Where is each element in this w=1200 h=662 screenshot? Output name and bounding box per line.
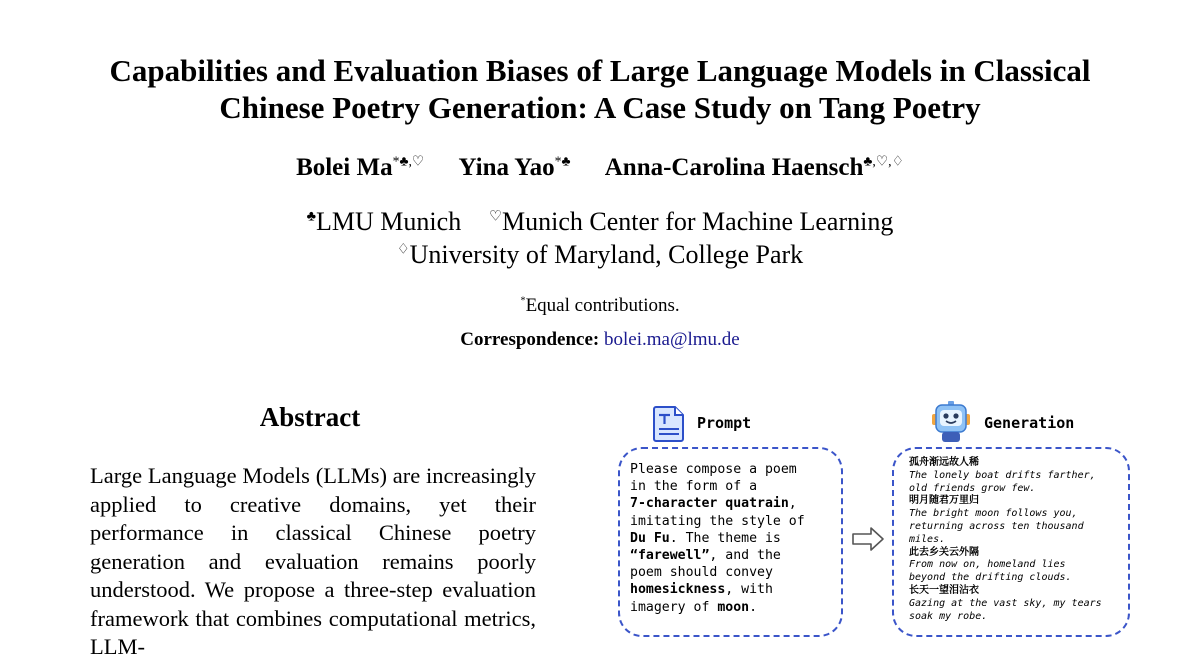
prompt-keyword: moon <box>717 599 750 615</box>
prompt-segment: Please compose a poem <box>630 462 797 477</box>
generation-label: Generation <box>984 414 1075 432</box>
author-name: Anna-Carolina Haensch <box>604 154 864 181</box>
prompt-line <box>630 564 805 581</box>
figure-prompt-generation <box>600 395 1160 630</box>
prompt-segment: imagery of <box>630 599 718 615</box>
affiliation-name: Munich Center for Machine Learning <box>502 207 894 236</box>
poem-line-chinese: 孤舟渐远故人稀 <box>909 457 979 468</box>
prompt-segment: , <box>788 496 797 512</box>
abstract-heading: Abstract <box>259 402 361 432</box>
robot-icon <box>931 401 971 443</box>
author-marks: *♣,♡ <box>392 153 425 169</box>
prompt-line <box>630 461 805 478</box>
abstract-text: Large Language Models (LLMs) are increasingly applied to creative domains, yet their performance in classical Chinese poetry generation and evaluation remains poorly understood. We propose a three-step evaluation framework that combines computational metrics, LLM- <box>90 463 536 659</box>
prompt-line <box>630 530 805 547</box>
prompt-segment: . <box>749 599 758 615</box>
correspondence-label: Correspondence: <box>460 329 600 350</box>
document-icon <box>652 404 686 442</box>
poem-line-translation: The bright moon follows you, <box>909 508 1078 520</box>
prompt-keyword: 7-character quatrain <box>630 496 789 512</box>
poem-line-translation: miles. <box>909 533 946 545</box>
prompt-line <box>630 478 805 495</box>
equal-mark: * <box>520 295 526 307</box>
prompt-segment: . The theme is <box>669 530 781 546</box>
poem-line-translation: The lonely boat drifts farther, <box>909 469 1096 481</box>
prompt-text <box>630 461 805 616</box>
paper-title <box>0 52 1200 126</box>
affiliation-name: University of Maryland, College Park <box>409 240 804 269</box>
author-list <box>0 154 1200 182</box>
affiliations <box>0 205 1200 271</box>
prompt-box <box>618 447 843 637</box>
title-line-2: Chinese Poetry Generation: A Case Study on Tang Poetry <box>219 90 981 125</box>
poem-line-translation: Gazing at the vast sky, my tears <box>909 597 1102 609</box>
poem-line-translation: soak my robe. <box>909 610 988 622</box>
generation-box <box>892 447 1130 637</box>
correspondence <box>0 329 1200 351</box>
equal-contribution-note <box>0 295 1200 317</box>
prompt-segment: , with <box>725 582 773 598</box>
prompt-line <box>630 599 805 616</box>
affiliation-mark: ♣ <box>306 208 317 225</box>
prompt-line <box>630 513 805 530</box>
prompt-keyword: “farewell” <box>630 548 710 564</box>
prompt-line <box>630 547 805 564</box>
author-name: Bolei Ma <box>296 154 393 181</box>
author-marks: *♣ <box>554 153 571 169</box>
author-marks: ♣,♡,♢ <box>863 153 904 169</box>
prompt-segment: in the form of a <box>630 479 758 495</box>
prompt-segment: poem should convey <box>630 565 773 581</box>
affiliation-mark: ♡ <box>489 208 503 225</box>
affiliation-line-1 <box>0 205 1200 238</box>
affiliation-name: LMU Munich <box>316 207 462 236</box>
affiliation-line-2 <box>0 238 1200 271</box>
poem-line-chinese: 明月随君万里归 <box>909 495 979 507</box>
poem-line-translation: returning across ten thousand <box>909 520 1084 532</box>
prompt-keyword: homesickness <box>630 582 726 598</box>
prompt-line <box>630 581 805 598</box>
poem-line-translation: From now on, homeland lies <box>909 559 1066 571</box>
poem-line-translation: beyond the drifting clouds. <box>909 572 1072 584</box>
author <box>296 154 424 181</box>
poem-line-translation: old friends grow few. <box>909 482 1036 494</box>
prompt-line <box>630 495 805 512</box>
prompt-segment: imitating the style of <box>630 513 805 529</box>
poem-line-chinese: 长天一望泪沾衣 <box>909 584 979 596</box>
author <box>605 154 904 181</box>
correspondence-email-link[interactable]: bolei.ma@lmu.de <box>604 329 740 350</box>
prompt-label: Prompt <box>697 414 752 432</box>
arrow-right-icon <box>851 526 885 552</box>
title-line-1: Capabilities and Evaluation Biases of Large Language Models in Classical <box>109 53 1091 88</box>
author-name: Yina Yao <box>458 154 555 181</box>
prompt-segment: , and the <box>709 548 781 564</box>
equal-text: Equal contributions. <box>525 295 680 316</box>
prompt-keyword: Du Fu <box>630 530 670 546</box>
generation-text <box>909 457 1102 623</box>
author <box>459 154 571 181</box>
poem-line-chinese: 此去乡关云外隔 <box>909 546 979 558</box>
affiliation-mark: ♢ <box>396 241 410 258</box>
